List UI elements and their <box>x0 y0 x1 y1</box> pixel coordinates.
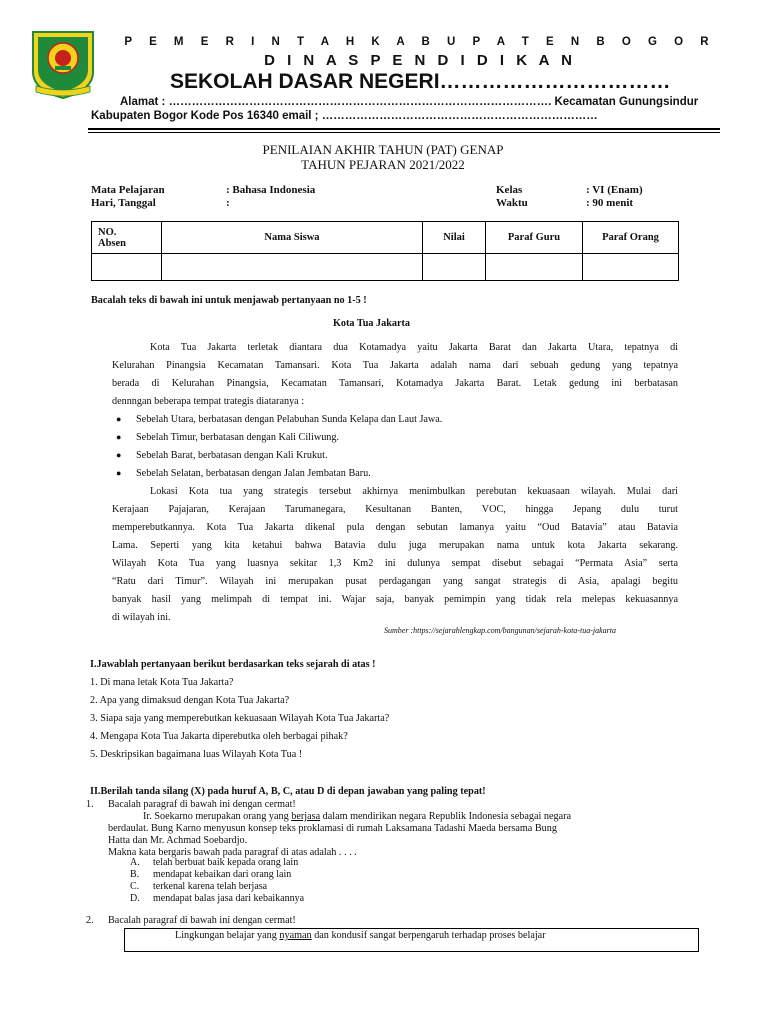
logo-emblem-center <box>55 50 71 66</box>
mc-question-1-prompt: Makna kata bergaris bawah pada paragraf di atas adalah . . . . <box>108 847 357 858</box>
mc-question-1-number: 1. <box>86 799 94 810</box>
header-divider-thick <box>88 128 720 130</box>
logo-emblem-bar <box>55 66 71 70</box>
mc-question-1-paragraph-line1: Ir. Soekarno merupakan orang yang berjasa dalam mendirikan negara Republik Indonesia sebagai negara <box>143 811 572 822</box>
mc-question-1-instruction: Bacalah paragraf di bawah ini dengan cermat! <box>108 799 296 810</box>
date-label: Hari, Tanggal <box>91 197 156 209</box>
bullet-icon: ● <box>116 432 122 442</box>
bullet-icon: ● <box>116 468 122 478</box>
underlined-word: nyaman <box>279 930 312 941</box>
paragraph2-line4: Lama. Seperti yang kita ketahui bahwa Batavia dulu juga merupakan nama untuk kota Jakarta sekarang. <box>112 540 678 551</box>
school-name: SEKOLAH DASAR NEGERI…………………………… <box>170 70 671 93</box>
school-address-line2: Kabupaten Bogor Kode Pos 16340 email ; ……………………………………………………………… <box>91 110 598 122</box>
header-divider-thin <box>88 132 720 133</box>
class-label: Kelas <box>496 184 523 196</box>
reading-instruction: Bacalah teks di bawah ini untuk menjawab pertanyaan no 1-5 ! <box>91 295 367 306</box>
option-d-letter[interactable]: D. <box>130 893 140 904</box>
option-b-text[interactable]: mendapat kebaikan dari orang lain <box>153 869 292 880</box>
cell-no-absen[interactable] <box>92 254 162 281</box>
col-no-absen: NO. Absen <box>92 222 162 254</box>
class-value: : VI (Enam) <box>586 184 643 196</box>
cell-teacher-sign[interactable] <box>486 254 583 281</box>
list-item: Sebelah Barat, berbatasan dengan Kali Krukut. <box>136 450 328 461</box>
option-c-text[interactable]: terkenal karena telah berjasa <box>153 881 268 892</box>
list-item: Sebelah Selatan, berbatasan dengan Jalan Jembatan Baru. <box>136 468 371 479</box>
paragraph2-line1: Lokasi Kota tua yang strategis tersebut akhirnya menimbulkan perebutan kekuasaan wilayah. Mulai dari <box>150 486 678 497</box>
mc-question-1-paragraph-line2: berdaulat. Bung Karno menyusun konsep teks proklamasi di rumah Laksamana Tadashi Maeda bersama Bung <box>108 823 557 834</box>
exam-title: PENILAIAN AKHIR TAHUN (PAT) GENAP <box>262 142 504 157</box>
paragraph2-line7: banyak hasil yang melimpah di tempat ini. Wajar saja, banyak pemimpin yang tidak rela melepas kekuasannya <box>112 594 678 605</box>
essay-question-4: 4. Mengapa Kota Tua Jakarta diperebutka oleh berbagai pihak? <box>90 731 348 742</box>
school-district-logo <box>30 28 96 100</box>
mc-question-2-number: 2. <box>86 915 94 926</box>
cell-score[interactable] <box>423 254 486 281</box>
table-row <box>92 254 679 281</box>
student-score-table <box>91 221 679 281</box>
section1-heading: I.Jawablah pertanyaan berikut berdasarkan teks sejarah di atas ! <box>90 659 376 670</box>
option-a-text[interactable]: telah berbuat baik kepada orang lain <box>153 857 299 868</box>
department-header: D I N A S P E N D I D I K A N <box>264 52 576 69</box>
bullet-icon: ● <box>116 414 122 424</box>
reading-source: Sumber :https://sejarahlengkap.com/bangunan/sejarah-kota-tua-jakarta <box>384 626 616 635</box>
paragraph2-line2: Kerajaan Pajajaran, Kerajaan Tarumanegara, Kesultanan Banten, VOC, hingga Jepang dulu turut <box>112 504 678 515</box>
paragraph1-line4: dennngan beberapa tempat trategis diataranya : <box>112 396 305 407</box>
paragraph1-line1: Kota Tua Jakarta terletak diantara dua Kotamadya yaitu Jakarta Barat dan Jakarta Utara, tepatnya di <box>150 342 678 353</box>
subject-label: Mata Pelajaran <box>91 184 165 196</box>
government-header: P E M E R I N T A H K A B U P A T E N B O G O R <box>124 36 716 48</box>
reading-title: Kota Tua Jakarta <box>333 318 410 329</box>
time-label: Waktu <box>496 197 528 209</box>
paragraph2-line3: memperebutkannya. Kota Tua Jakarta dikenal pula dengan sebutan lamanya yaitu “Oud Batavia” atau Batavia <box>112 522 678 533</box>
essay-question-3: 3. Siapa saja yang memperebutkan kekuasaan Wilayah Kota Tua Jakarta? <box>90 713 390 724</box>
paragraph1-line3: berada di Kelurahan Pinangsia, Kecamatan Tamansari, Kotamadya Jakarta Barat. Letak gedung ini berbatasan <box>112 378 678 389</box>
list-item: Sebelah Timur, berbatasan dengan Kali Ciliwung. <box>136 432 340 443</box>
option-b-letter[interactable]: B. <box>130 869 140 880</box>
paragraph2-line5: Wilayah Kota Tua yang luasnya sekitar 1,3 Km2 ini dulunya sempat disebut sebagai “Permata Asia” serta <box>112 558 678 569</box>
cell-student-name[interactable] <box>162 254 423 281</box>
mc-question-2-paragraph-box <box>124 928 699 952</box>
option-d-text[interactable]: mendapat balas jasa dari kebaikannya <box>153 893 305 904</box>
list-item: Sebelah Utara, berbatasan dengan Pelabuhan Sunda Kelapa dan Laut Jawa. <box>136 414 443 425</box>
mc-question-2-paragraph-line1: Lingkungan belajar yang nyaman dan kondusif sangat berpengaruh terhadap proses belajar <box>175 930 546 941</box>
table-header-row <box>92 222 679 254</box>
option-a-letter[interactable]: A. <box>130 857 140 868</box>
col-score: Nilai <box>423 222 486 254</box>
section2-heading: II.Berilah tanda silang (X) pada huruf A, B, C, atau D di depan jawaban yang paling tepat! <box>90 786 486 797</box>
paragraph1-line2: Kelurahan Pinangsia Kecamatan Tamansari. Kota Tua Jakarta adalah nama dari sebuah gedung yang tepatnya <box>112 360 678 371</box>
cell-parent-sign[interactable] <box>583 254 679 281</box>
school-address-line1: Alamat : ………………………………………………………………………………………. Kecamatan Gunungsindur <box>120 96 699 108</box>
bullet-icon: ● <box>116 450 122 460</box>
time-value: : 90 menit <box>586 197 634 209</box>
col-parent-sign: Paraf Orang <box>583 222 679 254</box>
option-c-letter[interactable]: C. <box>130 881 140 892</box>
essay-question-5: 5. Deskripsikan bagaimana luas Wilayah Kota Tua ! <box>90 749 303 760</box>
date-value: : <box>226 197 230 209</box>
underlined-word: berjasa <box>291 811 321 822</box>
essay-question-1: 1. Di mana letak Kota Tua Jakarta? <box>90 677 234 688</box>
col-teacher-sign: Paraf Guru <box>486 222 583 254</box>
mc-question-1-paragraph-line3: Hatta dan Mr. Achmad Soebardjo. <box>108 835 248 846</box>
col-student-name: Nama Siswa <box>162 222 423 254</box>
exam-year: TAHUN PEJARAN 2021/2022 <box>301 157 465 172</box>
essay-question-2: 2. Apa yang dimaksud dengan Kota Tua Jakarta? <box>90 695 290 706</box>
mc-question-2-instruction: Bacalah paragraf di bawah ini dengan cermat! <box>108 915 296 926</box>
paragraph2-line8: di wilayah ini. <box>112 612 171 623</box>
paragraph2-line6: “Ratu dari Timur”. Wilayah ini merupakan pusat perdagangan yang sangat strategis di Asia, apalagi begitu <box>112 576 678 587</box>
subject-value: : Bahasa Indonesia <box>226 184 316 196</box>
